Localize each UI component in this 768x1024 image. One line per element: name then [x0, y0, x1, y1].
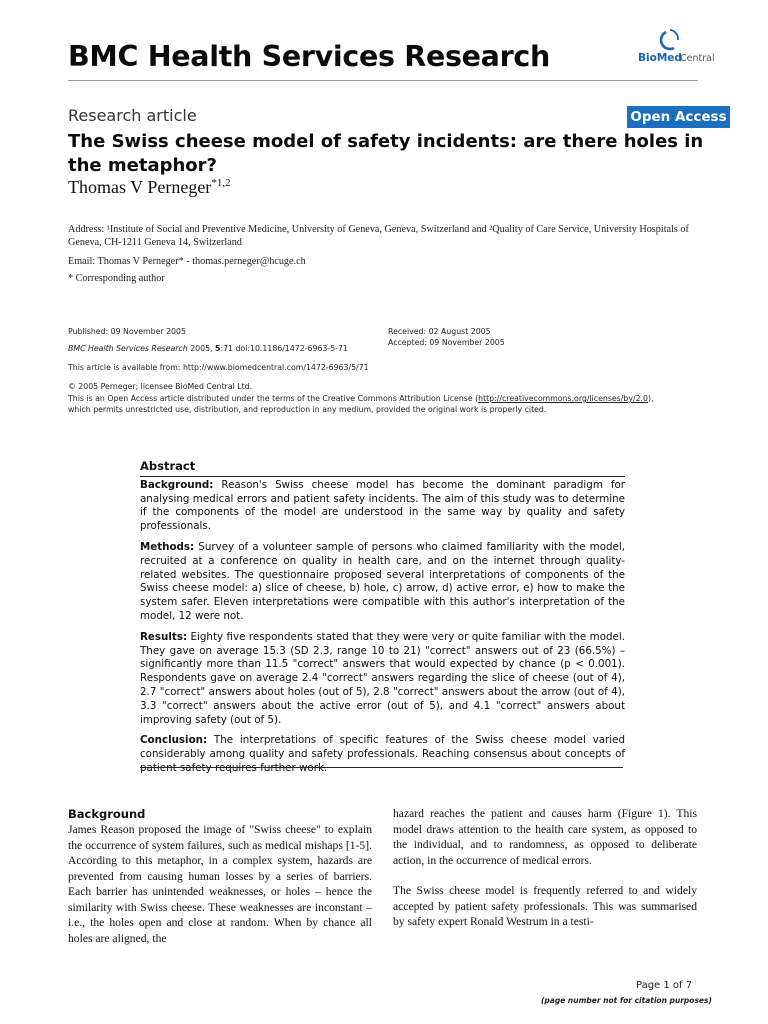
open-access-badge: Open Access: [627, 106, 730, 128]
corresponding-author-note: * Corresponding author: [68, 273, 165, 284]
abstract-results: [140, 631, 625, 728]
citation-line: [68, 343, 348, 354]
article-type: Research article: [68, 106, 197, 125]
abstract-top-rule: [140, 476, 625, 477]
journal-title: BMC Health Services Research: [68, 40, 550, 73]
abstract-bottom-rule: [140, 767, 623, 768]
abstract-methods: [140, 541, 625, 624]
author-email[interactable]: Email: Thomas V Perneger* - thomas.perneger@hcuge.ch: [68, 256, 306, 267]
citation-year: 2005,: [187, 344, 216, 353]
citation-journal: BMC Health Services Research: [68, 344, 188, 353]
biomed-arc-icon: [656, 28, 684, 52]
article-title: The Swiss cheese model of safety incidents: are there holes in the metaphor?: [68, 131, 704, 176]
copyright-notice: © 2005 Perneger; licensee BioMed Central Ltd.: [68, 382, 253, 391]
body-column-left: [68, 806, 372, 946]
license-link[interactable]: http://creativecommons.org/licenses/by/2.0: [478, 394, 648, 403]
page-number-note: (page number not for citation purposes): [541, 996, 712, 1005]
header-divider: [68, 80, 698, 81]
logo-central-text: Central: [680, 53, 715, 64]
abstract-heading: Abstract: [140, 459, 196, 473]
body-paragraph: James Reason proposed the image of "Swiss cheese" to explain the occurrence of system failures, such as medical mishaps [1-5]. According to this metaphor, in a complex system, hazards are prevented from causing human losses by a series of barriers. Each barrier has unintended weaknesses, or holes – hence the similarity with Swiss cheese. These weaknesses are inconstant – i.e., the holes open and close at random. When by chance all holes are aligned, the: [68, 823, 372, 945]
abstract-text: The interpretations of specific features of the Swiss cheese model varied considerably among quality and safety professionals. Reaching consensus about concepts of patient safety requires further work.: [140, 734, 625, 774]
received-date: Received: 02 August 2005: [388, 327, 491, 336]
section-heading-background: Background: [68, 807, 146, 821]
published-date: Published: 09 November 2005: [68, 327, 186, 336]
page-number: Page 1 of 7: [636, 980, 693, 991]
publisher-logo[interactable]: [636, 28, 736, 72]
accepted-date: Accepted: 09 November 2005: [388, 338, 505, 347]
abstract-text: Reason's Swiss cheese model has become the dominant paradigm for analysing medical errors and patient safety incidents. The aim of this study was to determine if the components of the model are understood in the same way by quality and safety professionals.: [140, 478, 625, 533]
abstract-background: [140, 479, 625, 534]
abstract-text: Eighty five respondents stated that they were very or quite familiar with the model. They gave on average 15.3 (SD 2.3, range 10 to 21) "correct" answers out of 23 (66.5%) – significantly more than 11.5 "correct" answers that would expected by chance (p < 0.001). Respondents gave on average 2.4 "correct" answers regarding the slice of cheese (out of 4), 2.7 "correct" answers about holes (out of 5), 2.8 "correct" answers about the arrow (out of 4), 3.3 "correct" answers about the active error (out of 5), and 4.1 "correct" answers about improving safety (out of 5).: [140, 630, 625, 726]
citation-doi: :71 doi:10.1186/1472-6963-5-71: [220, 344, 348, 353]
license-line-1: [68, 393, 654, 404]
body-column-right: [393, 806, 697, 930]
abstract-box: [140, 460, 625, 783]
author-affiliation-marks: *1,2: [211, 177, 231, 189]
abstract-conclusion: [140, 734, 625, 775]
abstract-label: Conclusion:: [140, 734, 208, 747]
citation-volume: 5: [215, 344, 221, 353]
author-name: Thomas V Perneger: [68, 177, 212, 197]
abstract-label: Methods:: [140, 540, 195, 553]
author-line: [68, 177, 231, 198]
abstract-label: Background:: [140, 478, 214, 491]
abstract-label: Results:: [140, 630, 188, 643]
license-text-end: ),: [647, 394, 654, 403]
logo-biomed-text: BioMed: [638, 52, 682, 64]
author-address: Address: ¹Institute of Social and Preventive Medicine, University of Geneva, Geneva, Switzerland and ²Quality of Care Service, University Hospitals of Geneva, CH-1211 Geneva 14, Switzerland: [68, 224, 689, 248]
license-line-2: which permits unrestricted use, distribution, and reproduction in any medium, provided the original work is properly cited.: [68, 405, 547, 414]
abstract-text: Survey of a volunteer sample of persons who claimed familiarity with the model, recruited at a conference on quality in health care, and on the internet through quality-related websites. The questionnaire proposed several interpretations of components of the Swiss cheese model: a) slice of cheese, b) hole, c) arrow, d) active error, e) how to make the system safer. Eleven interpretations were compatible with this author's interpretation of the model, 12 were not.: [140, 540, 625, 622]
body-paragraph: The Swiss cheese model is frequently referred to and widely accepted by patient safety professionals. This was summarised by safety expert Ronald Westrum in a testi-: [393, 884, 697, 928]
availability-url[interactable]: This article is available from: http://www.biomedcentral.com/1472-6963/5/71: [68, 363, 369, 372]
license-text: This is an Open Access article distributed under the terms of the Creative Commons Attribution License (: [68, 394, 479, 403]
body-paragraph: hazard reaches the patient and causes harm (Figure 1). This model draws attention to the health care system, as opposed to the individual, and to randomness, as opposed to deliberate action, in the occurrence of medical errors.: [393, 807, 697, 867]
